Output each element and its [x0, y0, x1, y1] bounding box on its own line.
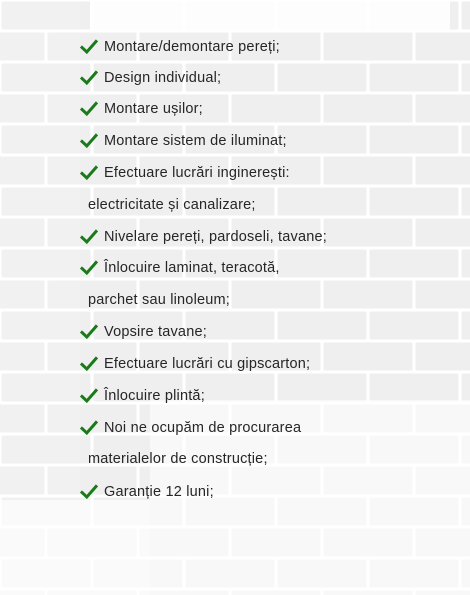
check-icon — [80, 260, 98, 276]
check-icon — [80, 420, 98, 436]
list-item: Vopsire tavane; — [80, 320, 207, 344]
list-item: Înlocuire laminat, teracotă, — [80, 256, 280, 280]
list-item-continuation: electricitate și canalizare; — [88, 197, 256, 213]
list-item-continuation: materialelor de construcție; — [88, 451, 268, 467]
list-item: Noi ne ocupăm de procurarea — [80, 416, 301, 440]
list-item: Efectuare lucrări inginerești: — [80, 161, 290, 185]
check-icon — [80, 133, 98, 149]
list-item: Nivelare pereți, pardoseli, tavane; — [80, 225, 327, 249]
list-item: Design individual; — [80, 66, 221, 90]
check-icon — [80, 101, 98, 117]
list-item-continuation: parchet sau linoleum; — [88, 292, 231, 308]
list-item: Montare/demontare pereți; — [80, 35, 280, 59]
list-item: Efectuare lucrări cu gipscarton; — [80, 352, 310, 376]
check-icon — [80, 229, 98, 245]
list-item: Înlocuire plintă; — [80, 384, 205, 408]
list-item: Montare ușilor; — [80, 97, 203, 121]
check-icon — [80, 484, 98, 500]
list-item: Montare sistem de iluminat; — [80, 129, 287, 153]
check-icon — [80, 165, 98, 181]
check-icon — [80, 39, 98, 55]
check-icon — [80, 356, 98, 372]
check-icon — [80, 324, 98, 340]
list-item: Garanție 12 luni; — [80, 480, 214, 504]
check-icon — [80, 70, 98, 86]
check-icon — [80, 388, 98, 404]
